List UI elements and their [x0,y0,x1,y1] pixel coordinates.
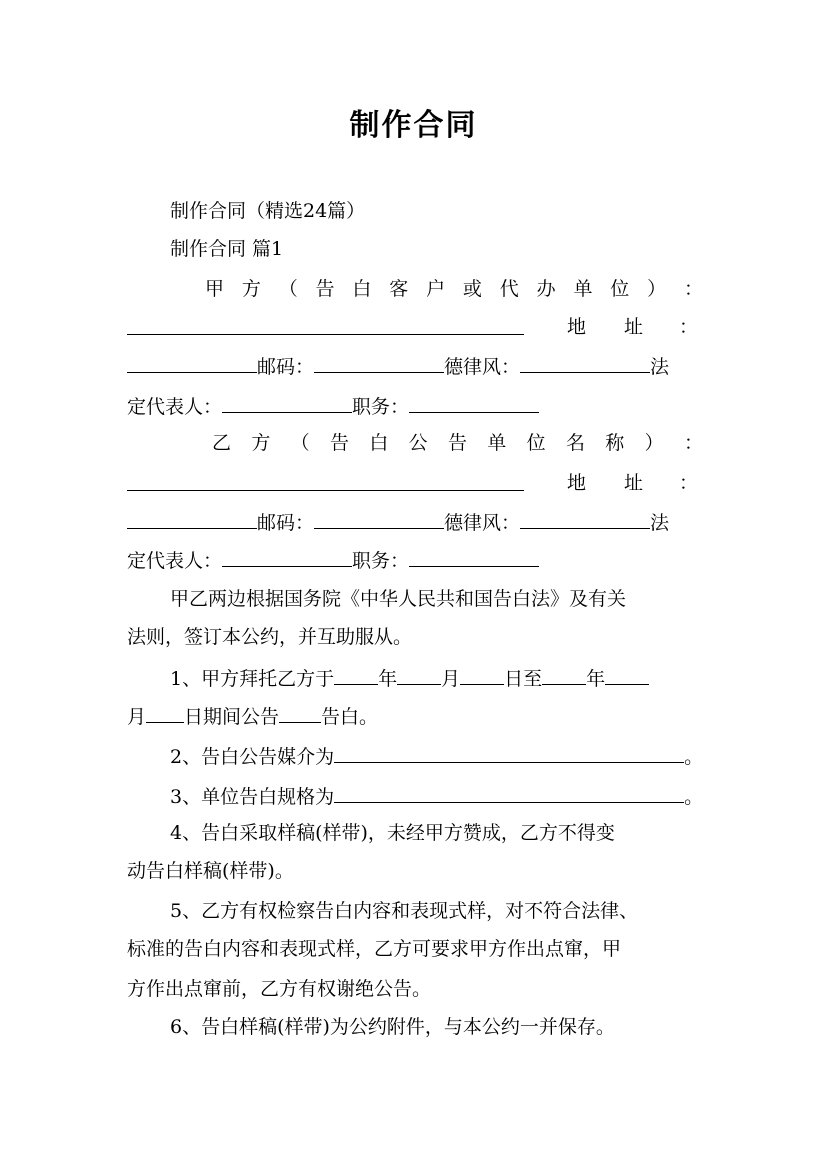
clause-1-line-1: 1、甲方拜托乙方于 年 月 日至 年 [170,664,703,692]
clause-5-line-2: 标准的告白内容和表现式样，乙方可要求甲方作出点窜，甲 [127,938,622,960]
party-b-address-blank[interactable] [127,508,257,529]
party-b-contact-row: 邮码： 德律风： 法 [127,508,703,536]
end-day-blank[interactable] [146,702,184,723]
start-year-blank[interactable] [334,664,378,685]
clause-1-line-2: 月 日期间公告 告白。 [127,702,703,730]
party-a-phone-blank[interactable] [520,352,650,373]
subtitle: 制作合同（精选24篇） [170,200,366,222]
clause-6: 6、告白样稿(样带)为公约附件，与本公约一并保存。 [170,1016,615,1038]
end-month-blank-a[interactable] [605,664,649,685]
party-b-postcode-blank[interactable] [314,508,444,529]
party-a-label: 甲 方 （ 告 白 客 户 或 代 办 单 位 ） ： [205,278,703,300]
clause-5-line-1: 5、乙方有权检察告白内容和表现式样，对不符合法律、 [170,900,639,922]
party-b-name-blank[interactable] [127,470,524,491]
party-a-name-blank[interactable] [127,314,524,335]
document-title: 制作合同 [349,108,478,143]
intro-paragraph-line-2: 法则，签订本公约，并互助服从。 [127,626,413,648]
party-a-contact-row: 邮码： 德律风： 法 [127,352,703,380]
clause-3: 3、单位告白规格为 。 [170,782,703,810]
section-heading: 制作合同 篇1 [170,238,284,260]
party-a-address-row: 地 址 ： [127,314,703,342]
clause-5-line-3: 方作出点窜前，乙方有权谢绝公告。 [127,978,432,1000]
party-b-rep-row: 定代表人： 职务： [127,546,703,574]
start-month-blank[interactable] [397,664,441,685]
end-year-blank[interactable] [542,664,586,685]
party-b-address-row: 地 址 ： [127,470,703,498]
party-a-address-blank[interactable] [127,352,257,373]
party-a-position-blank[interactable] [409,392,539,413]
party-b-rep-blank[interactable] [222,546,352,567]
party-b-phone-blank[interactable] [520,508,650,529]
start-day-blank[interactable] [460,664,504,685]
media-blank[interactable] [334,742,684,763]
clause-2: 2、告白公告媒介为 。 [170,742,703,770]
party-a-postcode-blank[interactable] [314,352,444,373]
clause-4-line-1: 4、告白采取样稿(样带)，未经甲方赞成，乙方不得变 [170,822,615,844]
party-b-label: 乙 方 （ 告 白 公 告 单 位 名 称 ） ： [212,432,703,454]
ad-name-blank[interactable] [279,702,321,723]
clause-4-line-2: 动告白样稿(样带)。 [127,860,294,882]
party-a-rep-blank[interactable] [222,392,352,413]
party-b-position-blank[interactable] [409,546,539,567]
intro-paragraph-line-1: 甲乙两边根据国务院《中华人民共和国告白法》及有关 [170,588,627,610]
spec-blank[interactable] [334,782,684,803]
party-a-rep-row: 定代表人： 职务： [127,392,703,420]
